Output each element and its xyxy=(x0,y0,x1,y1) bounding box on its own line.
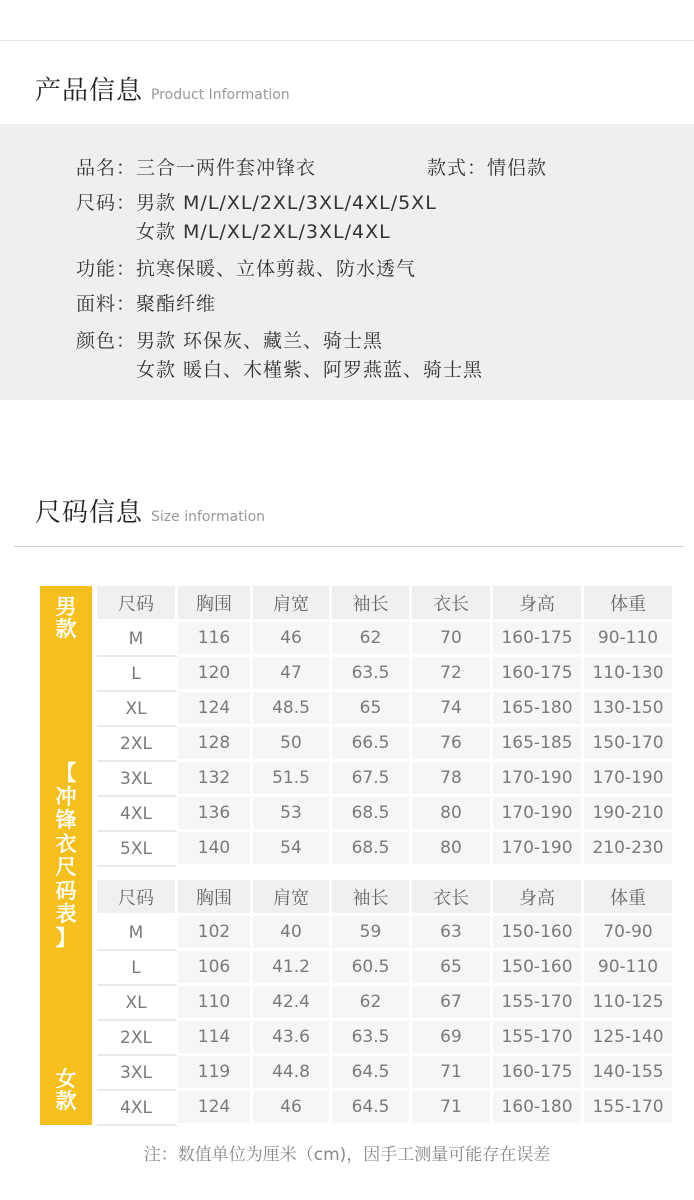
value-cell: 190-210 xyxy=(584,797,675,832)
product-fabric: 面料：聚酯纤维 xyxy=(76,293,217,315)
table-row xyxy=(97,1056,675,1091)
value-cell: 132 xyxy=(178,762,253,797)
side-label-women: 女 款 xyxy=(55,1067,77,1113)
size-cell: 2XL xyxy=(97,1021,178,1056)
men-header-cell: 尺码 xyxy=(97,586,178,622)
product-info-heading xyxy=(35,70,290,107)
value-cell: 110 xyxy=(178,986,253,1021)
product-sizes-men: 尺码：男款 M/L/XL/2XL/3XL/4XL/5XL xyxy=(76,192,437,214)
size-cell: 4XL xyxy=(97,797,178,832)
value-cell: 165-185 xyxy=(493,727,584,762)
table-row xyxy=(97,951,675,986)
value-cell: 80 xyxy=(412,832,493,867)
value-cell: 42.4 xyxy=(253,986,332,1021)
value-cell: 210-230 xyxy=(584,832,675,867)
value-cell: 46 xyxy=(253,622,332,657)
men-header-cell: 肩宽 xyxy=(253,586,332,622)
men-header-cell: 胸围 xyxy=(178,586,253,622)
value-cell: 71 xyxy=(412,1091,493,1126)
value-cell: 63.5 xyxy=(332,657,412,692)
value-cell: 155-170 xyxy=(584,1091,675,1126)
product-info-subtitle: Product Information xyxy=(151,87,290,103)
value-cell: 48.5 xyxy=(253,692,332,727)
value-cell: 160-180 xyxy=(493,1091,584,1126)
value-cell: 110-130 xyxy=(584,657,675,692)
value-cell: 71 xyxy=(412,1056,493,1091)
women-header-cell: 身高 xyxy=(493,880,584,916)
value-cell: 120 xyxy=(178,657,253,692)
value-cell: 68.5 xyxy=(332,832,412,867)
value-cell: 155-170 xyxy=(493,1021,584,1056)
men-header-cell: 体重 xyxy=(584,586,675,622)
women-header-row xyxy=(97,880,675,916)
size-cell: L xyxy=(97,657,178,692)
size-info-subtitle: Size information xyxy=(151,509,266,525)
size-chart-side-label xyxy=(40,586,92,1125)
table-row xyxy=(97,657,675,692)
value-cell: 136 xyxy=(178,797,253,832)
value-cell: 170-190 xyxy=(493,832,584,867)
value-cell: 155-170 xyxy=(493,986,584,1021)
women-header-cell: 体重 xyxy=(584,880,675,916)
value-cell: 160-175 xyxy=(493,657,584,692)
value-cell: 70 xyxy=(412,622,493,657)
value-cell: 64.5 xyxy=(332,1056,412,1091)
size-info-title: 尺码信息 xyxy=(35,498,144,528)
value-cell: 78 xyxy=(412,762,493,797)
value-cell: 44.8 xyxy=(253,1056,332,1091)
value-cell: 63 xyxy=(412,916,493,951)
value-cell: 128 xyxy=(178,727,253,762)
value-cell: 114 xyxy=(178,1021,253,1056)
product-style: 款式：情侣款 xyxy=(427,157,548,179)
value-cell: 74 xyxy=(412,692,493,727)
product-colors-women: 女款 暖白、木槿紫、阿罗燕蓝、骑士黑 xyxy=(136,359,484,381)
women-header-cell: 衣长 xyxy=(412,880,493,916)
value-cell: 124 xyxy=(178,692,253,727)
value-cell: 51.5 xyxy=(253,762,332,797)
size-cell: XL xyxy=(97,692,178,727)
value-cell: 54 xyxy=(253,832,332,867)
value-cell: 59 xyxy=(332,916,412,951)
size-cell: 2XL xyxy=(97,727,178,762)
size-info-heading xyxy=(35,492,265,529)
value-cell: 46 xyxy=(253,1091,332,1126)
size-cell: 3XL xyxy=(97,1056,178,1091)
table-row xyxy=(97,797,675,832)
value-cell: 102 xyxy=(178,916,253,951)
table-row xyxy=(97,727,675,762)
table-row xyxy=(97,692,675,727)
value-cell: 65 xyxy=(412,951,493,986)
women-header-cell: 肩宽 xyxy=(253,880,332,916)
size-cell: L xyxy=(97,951,178,986)
value-cell: 63.5 xyxy=(332,1021,412,1056)
value-cell: 65 xyxy=(332,692,412,727)
value-cell: 130-150 xyxy=(584,692,675,727)
table-row xyxy=(97,762,675,797)
side-label-men: 男 款 xyxy=(55,595,77,641)
value-cell: 67.5 xyxy=(332,762,412,797)
value-cell: 119 xyxy=(178,1056,253,1091)
value-cell: 116 xyxy=(178,622,253,657)
product-sizes-women: 女款 M/L/XL/2XL/3XL/4XL xyxy=(136,221,391,243)
value-cell: 150-160 xyxy=(493,916,584,951)
value-cell: 70-90 xyxy=(584,916,675,951)
value-cell: 67 xyxy=(412,986,493,1021)
women-header-cell: 袖长 xyxy=(332,880,412,916)
value-cell: 68.5 xyxy=(332,797,412,832)
value-cell: 140 xyxy=(178,832,253,867)
women-size-table xyxy=(97,880,675,1126)
men-header-row xyxy=(97,586,675,622)
value-cell: 53 xyxy=(253,797,332,832)
value-cell: 140-155 xyxy=(584,1056,675,1091)
size-cell: M xyxy=(97,916,178,951)
size-cell: M xyxy=(97,622,178,657)
value-cell: 106 xyxy=(178,951,253,986)
value-cell: 60.5 xyxy=(332,951,412,986)
value-cell: 76 xyxy=(412,727,493,762)
size-cell: 3XL xyxy=(97,762,178,797)
value-cell: 170-190 xyxy=(493,762,584,797)
value-cell: 80 xyxy=(412,797,493,832)
product-info-panel xyxy=(0,124,694,400)
table-row xyxy=(97,832,675,867)
men-header-cell: 衣长 xyxy=(412,586,493,622)
size-cell: 4XL xyxy=(97,1091,178,1126)
value-cell: 160-175 xyxy=(493,1056,584,1091)
value-cell: 72 xyxy=(412,657,493,692)
value-cell: 69 xyxy=(412,1021,493,1056)
value-cell: 66.5 xyxy=(332,727,412,762)
value-cell: 170-190 xyxy=(493,797,584,832)
value-cell: 47 xyxy=(253,657,332,692)
women-header-cell: 尺码 xyxy=(97,880,178,916)
value-cell: 41.2 xyxy=(253,951,332,986)
table-row xyxy=(97,986,675,1021)
value-cell: 43.6 xyxy=(253,1021,332,1056)
size-cell: 5XL xyxy=(97,832,178,867)
size-info-divider xyxy=(14,546,684,547)
top-divider xyxy=(0,40,694,41)
size-cell: XL xyxy=(97,986,178,1021)
value-cell: 90-110 xyxy=(584,622,675,657)
value-cell: 90-110 xyxy=(584,951,675,986)
measurement-note: 注：数值单位为厘米（cm)，因手工测量可能存在误差 xyxy=(143,1145,551,1165)
value-cell: 124 xyxy=(178,1091,253,1126)
value-cell: 40 xyxy=(253,916,332,951)
value-cell: 64.5 xyxy=(332,1091,412,1126)
product-info-title: 产品信息 xyxy=(35,76,144,106)
product-name: 品名：三合一两件套冲锋衣 xyxy=(76,157,317,179)
value-cell: 165-180 xyxy=(493,692,584,727)
table-row xyxy=(97,1021,675,1056)
table-row xyxy=(97,1091,675,1126)
women-header-cell: 胸围 xyxy=(178,880,253,916)
value-cell: 150-170 xyxy=(584,727,675,762)
men-header-cell: 身高 xyxy=(493,586,584,622)
value-cell: 110-125 xyxy=(584,986,675,1021)
value-cell: 150-160 xyxy=(493,951,584,986)
table-row xyxy=(97,916,675,951)
product-colors-men: 颜色：男款 环保灰、藏兰、骑士黑 xyxy=(76,330,384,352)
men-header-cell: 袖长 xyxy=(332,586,412,622)
value-cell: 160-175 xyxy=(493,622,584,657)
product-function: 功能：抗寒保暖、立体剪裁、防水透气 xyxy=(76,258,417,280)
value-cell: 50 xyxy=(253,727,332,762)
side-label-title: 【 冲 锋 衣 尺 码 表 】 xyxy=(55,761,77,950)
value-cell: 170-190 xyxy=(584,762,675,797)
value-cell: 125-140 xyxy=(584,1021,675,1056)
men-size-table xyxy=(97,586,675,867)
value-cell: 62 xyxy=(332,622,412,657)
table-row xyxy=(97,622,675,657)
value-cell: 62 xyxy=(332,986,412,1021)
